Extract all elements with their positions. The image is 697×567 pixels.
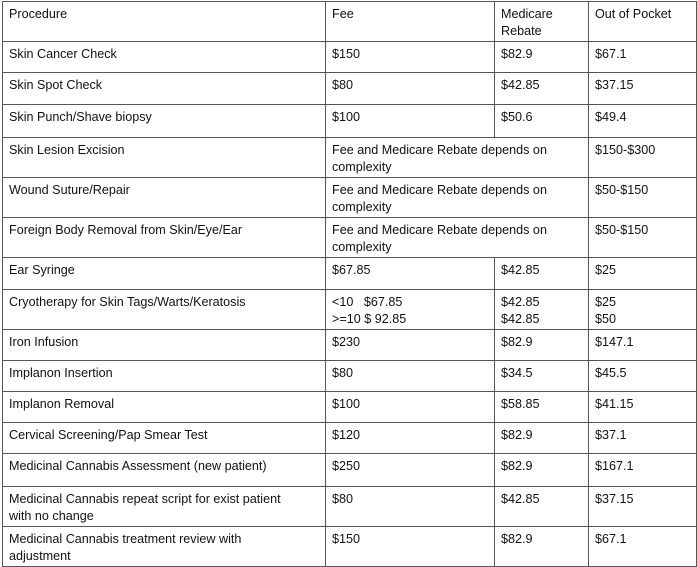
note-line2: complexity [332, 160, 392, 174]
rebate-line1: $42.85 [501, 295, 540, 309]
procedure-line1: Medicinal Cannabis treatment review with [9, 532, 242, 546]
procedure-cell: Implanon Insertion [3, 361, 326, 392]
fee-cell: $100 [326, 105, 495, 138]
table-row [3, 178, 697, 218]
table-row [3, 527, 697, 567]
note-line2: complexity [332, 240, 392, 254]
note-line1: Fee and Medicare Rebate depends on [332, 183, 547, 197]
fee-cell: $80 [326, 361, 495, 392]
fee-cell: $67.85 [326, 258, 495, 290]
procedure-cell: Wound Suture/Repair [3, 178, 326, 218]
table-row [3, 138, 697, 178]
fee-rebate-note-cell [326, 178, 589, 218]
fee-cell: $230 [326, 330, 495, 361]
table-row [3, 361, 697, 392]
note-line2: complexity [332, 200, 392, 214]
header-rebate-line1: Medicare [501, 7, 553, 21]
rebate-cell: $82.9 [495, 330, 589, 361]
out-of-pocket-cell: $147.1 [589, 330, 697, 361]
procedure-line2: with no change [9, 509, 94, 523]
out-of-pocket-cell: $49.4 [589, 105, 697, 138]
table-row [3, 423, 697, 454]
table-row [3, 290, 697, 330]
procedure-line2: adjustment [9, 549, 71, 563]
fee-cell: $80 [326, 487, 495, 527]
procedure-line1: Medicinal Cannabis repeat script for exist patient [9, 492, 281, 506]
rebate-cell [495, 290, 589, 330]
table-row [3, 105, 697, 138]
fee-schedule-page [0, 1, 697, 563]
out-of-pocket-cell: $37.1 [589, 423, 697, 454]
fee-cell: $250 [326, 454, 495, 487]
fee-cell: $150 [326, 527, 495, 567]
note-line1: Fee and Medicare Rebate depends on [332, 143, 547, 157]
rebate-cell: $42.85 [495, 73, 589, 105]
fee-line1: <10 $67.85 [332, 295, 403, 309]
note-line1: Fee and Medicare Rebate depends on [332, 223, 547, 237]
procedure-cell: Cryotherapy for Skin Tags/Warts/Keratosis [3, 290, 326, 330]
oop-line2: $50 [595, 312, 617, 326]
out-of-pocket-cell: $150-$300 [589, 138, 697, 178]
procedure-cell: Skin Cancer Check [3, 42, 326, 73]
table-row [3, 330, 697, 361]
out-of-pocket-cell: $167.1 [589, 454, 697, 487]
header-fee: Fee [326, 2, 495, 42]
fee-rebate-note-cell [326, 218, 589, 258]
procedure-cell [3, 527, 326, 567]
rebate-cell: $82.9 [495, 454, 589, 487]
table-row [3, 454, 697, 487]
out-of-pocket-cell: $25 [589, 258, 697, 290]
procedure-cell: Foreign Body Removal from Skin/Eye/Ear [3, 218, 326, 258]
rebate-line2: $42.85 [501, 312, 540, 326]
out-of-pocket-cell: $45.5 [589, 361, 697, 392]
rebate-cell: $82.9 [495, 423, 589, 454]
out-of-pocket-cell: $50-$150 [589, 178, 697, 218]
procedure-cell: Skin Spot Check [3, 73, 326, 105]
procedure-cell: Skin Lesion Excision [3, 138, 326, 178]
rebate-cell: $34.5 [495, 361, 589, 392]
out-of-pocket-cell: $37.15 [589, 73, 697, 105]
out-of-pocket-cell: $41.15 [589, 392, 697, 423]
procedure-cell: Skin Punch/Shave biopsy [3, 105, 326, 138]
out-of-pocket-cell: $67.1 [589, 42, 697, 73]
header-out-of-pocket: Out of Pocket [589, 2, 697, 42]
rebate-cell: $42.85 [495, 258, 589, 290]
header-medicare-rebate [495, 2, 589, 42]
fee-table [2, 1, 697, 567]
out-of-pocket-cell: $37.15 [589, 487, 697, 527]
header-rebate-line2: Rebate [501, 24, 542, 38]
procedure-cell: Medicinal Cannabis Assessment (new patient) [3, 454, 326, 487]
table-row [3, 487, 697, 527]
table-row [3, 42, 697, 73]
out-of-pocket-cell: $67.1 [589, 527, 697, 567]
procedure-cell: Implanon Removal [3, 392, 326, 423]
table-row [3, 258, 697, 290]
rebate-cell: $82.9 [495, 527, 589, 567]
fee-cell: $150 [326, 42, 495, 73]
procedure-cell: Cervical Screening/Pap Smear Test [3, 423, 326, 454]
out-of-pocket-cell: $50-$150 [589, 218, 697, 258]
out-of-pocket-cell [589, 290, 697, 330]
fee-cell: $120 [326, 423, 495, 454]
fee-rebate-note-cell [326, 138, 589, 178]
rebate-cell: $58.85 [495, 392, 589, 423]
table-row [3, 218, 697, 258]
rebate-cell: $42.85 [495, 487, 589, 527]
table-row [3, 73, 697, 105]
fee-line2: >=10 $ 92.85 [332, 312, 407, 326]
fee-cell: $100 [326, 392, 495, 423]
table-header-row [3, 2, 697, 42]
rebate-cell: $50.6 [495, 105, 589, 138]
procedure-cell [3, 487, 326, 527]
fee-cell: $80 [326, 73, 495, 105]
header-procedure: Procedure [3, 2, 326, 42]
oop-line1: $25 [595, 295, 617, 309]
table-row [3, 392, 697, 423]
procedure-cell: Iron Infusion [3, 330, 326, 361]
procedure-cell: Ear Syringe [3, 258, 326, 290]
rebate-cell: $82.9 [495, 42, 589, 73]
fee-cell [326, 290, 495, 330]
